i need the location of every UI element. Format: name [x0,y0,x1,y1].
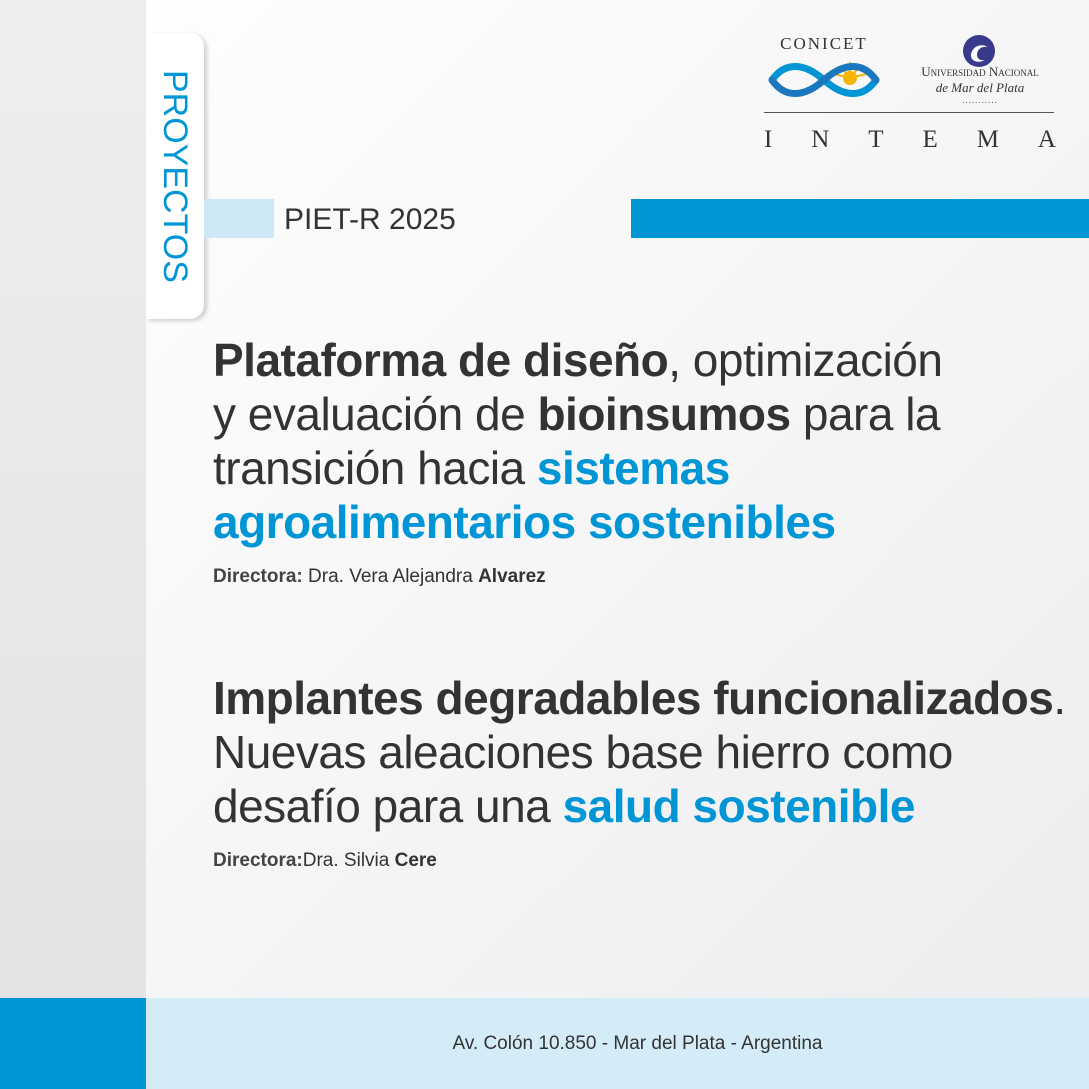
project-1-title-line [213,333,1073,387]
project-2-director [213,850,437,872]
footer [146,998,1089,1089]
header-pale-bar [204,199,274,238]
logo-divider [764,112,1054,113]
project-1-title-line [213,441,1073,495]
director-label: Directora [213,850,297,871]
footer-address: Av. Colón 10.850 - Mar del Plata - Argentina [452,1032,823,1054]
project-1-title-highlight: agroalimentarios sostenibles [213,496,836,548]
unmdp-line2: de Mar del Plata [935,80,1025,96]
project-1-title-bold: Plataforma de diseño [213,334,669,386]
unmdp-dots: ........... [962,95,998,105]
intema-logo [764,126,1056,154]
unmdp-logo-icon [962,34,996,68]
director-label: Directora [213,566,297,587]
director-surname: Cere [394,850,437,871]
header-blue-bar [631,199,1089,238]
director-separator: : [296,566,303,587]
project-2-title-line [213,779,1073,833]
project-2-title-highlight: salud sostenible [562,780,915,832]
project-2-title [213,671,1073,833]
project-1-title-text: para la [790,388,941,440]
intema-letter: T [868,126,884,153]
director-name: Dra. Silvia [302,850,395,871]
left-band [0,0,146,998]
left-band-footer-block [0,998,146,1089]
director-surname: Alvarez [478,566,546,587]
unmdp-line1: Universidad Nacional [921,64,1039,79]
project-2-title-bold: Implantes degradables funcionalizados [213,672,1054,724]
intema-letter: I [764,126,773,153]
conicet-logo-icon [766,58,882,102]
director-separator: : [296,850,303,871]
intema-letter: A [1037,126,1056,153]
project-1-title-text: transición hacia [213,442,537,494]
project-2-title-line [213,671,1073,725]
side-tab-label: PROYECTOS [156,69,194,283]
project-2-title-text: desafío para una [213,780,563,832]
unmdp-logo-text [904,64,1056,97]
program-title: PIET-R 2025 [284,203,456,236]
project-1-director [213,566,546,588]
intema-letter: M [976,126,999,153]
project-1-title-bold: bioinsumos [537,388,791,440]
project-1-title-text: y evaluación de [213,388,538,440]
intema-letter: N [811,126,830,153]
intema-letter: E [922,126,938,153]
project-2-title-line: Nuevas aleaciones base hierro como [213,726,953,778]
project-1-title-line [213,495,1073,549]
side-tab-label-wrap [146,33,204,319]
project-1-title [213,333,1073,549]
project-1-title-highlight: sistemas [536,442,730,494]
conicet-logo-text: CONICET [780,34,868,53]
director-name: Dra. Vera Alejandra [302,566,479,587]
project-2-title-text: . [1053,672,1066,724]
project-1-title-line [213,387,1073,441]
project-1-title-text: , optimización [668,334,943,386]
